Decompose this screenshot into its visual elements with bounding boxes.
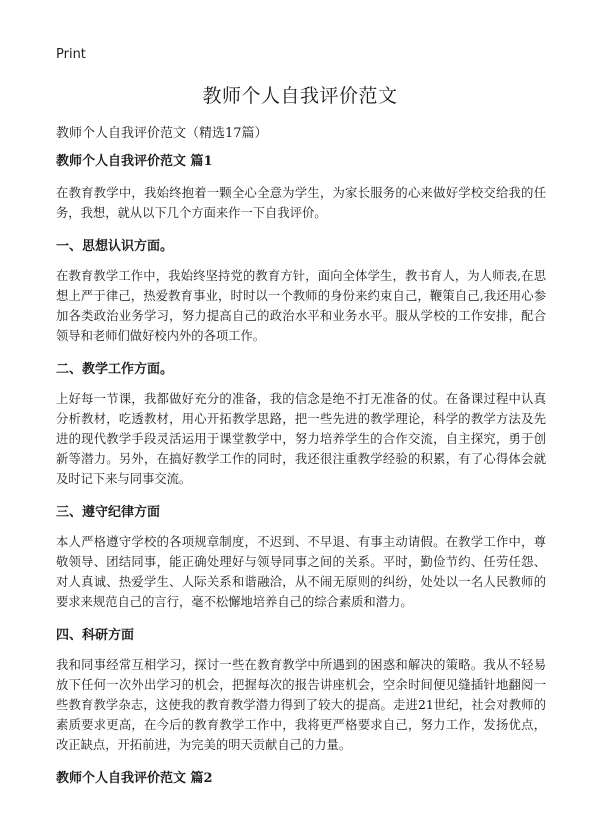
article-heading-2: 教师个人自我评价范文 篇2: [56, 771, 213, 786]
print-link[interactable]: Print: [56, 47, 86, 62]
page-title: 教师个人自我评价范文: [202, 85, 398, 107]
article-body: [56, 150, 546, 786]
article-heading-1: 教师个人自我评价范文 篇1: [56, 154, 213, 169]
section-paragraph-3: 本人严格遵守学校的各项规章制度，不迟到、不早退、有事主动请假。在教学工作中，尊敬领导、团结同事，能正确处理好与领导同事之间的关系。平时，勤俭节约、任劳任怨、对人真诚、热爱学生、人际关系和谐融洽，从不闹无原则的纠纷，处处以一名人民教师的要求来规范自己的言行，毫不松懈地培养自己的综合素质和潜力。: [56, 535, 546, 609]
section-paragraph-2: 上好每一节课，我都做好充分的准备，我的信念是绝不打无准备的仗。在备课过程中认真分析教材，吃透教材，用心开拓教学思路，把一些先进的教学理论，科学的教学方法及先进的现代教学手段灵活运用于课堂教学中，努力培养学生的合作交流，自主探究，勇于创新等潜力。另外，在搞好教学工作的同时，我还很注重教学经验的积累，有了心得体会就及时记下来与同事交流。: [56, 392, 546, 486]
page-subtitle: 教师个人自我评价范文（精选17篇）: [56, 126, 268, 141]
section-heading-2: 二、教学工作方面。: [56, 362, 174, 377]
section-heading-1: 一、思想认识方面。: [56, 239, 174, 254]
section-heading-4: 四、科研方面: [56, 628, 135, 643]
section-paragraph-1: 在教育教学工作中，我始终坚持党的教育方针，面向全体学生，教书育人，为人师表,在思想上严于律己，热爱教育事业，时时以一个教师的身份来约束自己，鞭策自己,我还用心参加各类政治业务学习，努力提高自己的政治水平和业务水平。服从学校的工作安排，配合领导和老师们做好校内外的各项工作。: [56, 269, 546, 343]
section-paragraph-4: 我和同事经常互相学习，探讨一些在教育教学中所遇到的困惑和解决的策略。我从不轻易放下任何一次外出学习的机会，把握每次的报告讲座机会，空余时间便见缝插针地翻阅一些教育教学杂志，这使我的教育教学潜力得到了较大的提高。走进21世纪，社会对教师的素质要求更高，在今后的教育教学工作中，我将更严格要求自己，努力工作，发扬优点，改正缺点，开拓前进，为完美的明天贡献自己的力量。: [56, 658, 546, 752]
intro-paragraph: 在教育教学中，我始终抱着一颗全心全意为学生，为家长服务的心来做好学校交给我的任务，我想，就从以下几个方面来作一下自我评价。: [56, 186, 546, 220]
section-heading-3: 三、遵守纪律方面: [56, 505, 161, 520]
